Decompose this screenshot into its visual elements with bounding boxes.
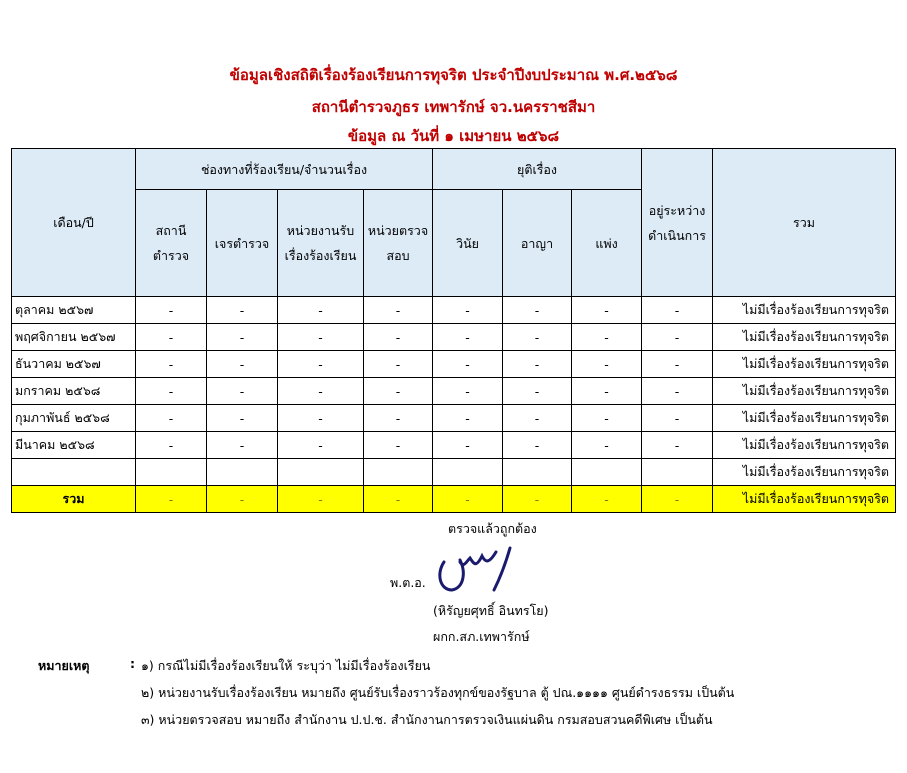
cell-discipline: -	[433, 297, 503, 324]
verified-text: ตรวจแล้วถูกต้อง	[448, 521, 537, 536]
cell-civil: -	[572, 324, 642, 351]
cell-criminal: -	[503, 324, 572, 351]
cell-police-station: -	[136, 351, 207, 378]
table-row	[12, 459, 896, 486]
cell-inspection-unit: -	[364, 324, 433, 351]
cell-civil: -	[572, 432, 642, 459]
cell-discipline: -	[433, 405, 503, 432]
sum-receiving-agency: -	[278, 486, 364, 513]
cell-discipline: -	[433, 432, 503, 459]
sum-criminal: -	[503, 486, 572, 513]
handwritten-signature	[430, 542, 550, 602]
sum-in-progress: -	[642, 486, 713, 513]
cell-receiving-agency: -	[278, 297, 364, 324]
cell-inspection-unit: -	[364, 378, 433, 405]
header-criminal: อาญา	[503, 190, 572, 297]
cell-criminal: -	[503, 432, 572, 459]
sum-row	[12, 486, 896, 513]
sum-civil: -	[572, 486, 642, 513]
report-subtitle-date: ข้อมูล ณ วันที่ ๑ เมษายน ๒๕๖๘	[347, 127, 560, 145]
table-row	[12, 297, 896, 324]
cell-inspection-unit	[364, 459, 433, 486]
note-item: ๒) หน่วยงานรับเรื่องร้องเรียน หมายถึง ศูนย์รับเรื่องราวร้องทุกข์ของรัฐบาล ตู้ ปณ.๑๑๑๑ ศูนย์ดำรงธรรม เป็นต้น	[141, 685, 735, 700]
sum-discipline: -	[433, 486, 503, 513]
cell-total: ไม่มีเรื่องร้องเรียนการทุจริต	[713, 459, 896, 486]
report-title: ข้อมูลเชิงสถิติเรื่องร้องเรียนการทุจริต ประจำปีงบประมาณ พ.ศ.๒๕๖๘	[229, 66, 678, 84]
row-month: พฤศจิกายน ๒๕๖๗	[12, 324, 136, 351]
cell-criminal	[503, 459, 572, 486]
cell-discipline: -	[433, 351, 503, 378]
row-month: ตุลาคม ๒๕๖๗	[12, 297, 136, 324]
note-item: ๓) หน่วยตรวจสอบ หมายถึง สำนักงาน ป.ป.ช. สำนักงานการตรวจเงินแผ่นดิน กรมสอบสวนคดีพิเศษ เป็นต้น	[141, 712, 713, 727]
header-month: เดือน/ปี	[12, 149, 136, 297]
header-resolved-group: ยุติเรื่อง	[433, 149, 642, 190]
cell-inspection-unit: -	[364, 432, 433, 459]
note-item: ๑) กรณีไม่มีเรื่องร้องเรียนให้ ระบุว่า ไม่มีเรื่องร้องเรียน	[141, 658, 431, 673]
table-row	[12, 405, 896, 432]
sum-inspection-unit: -	[364, 486, 433, 513]
header-police-station: สถานีตำรวจ	[136, 190, 207, 297]
cell-inspection-unit: -	[364, 351, 433, 378]
cell-police-officer	[207, 459, 278, 486]
header-inspection-unit: หน่วยตรวจสอบ	[364, 190, 433, 297]
signer-position: ผกก.สภ.เทพารักษ์	[433, 629, 530, 644]
cell-civil: -	[572, 297, 642, 324]
cell-criminal: -	[503, 405, 572, 432]
cell-police-station: -	[136, 324, 207, 351]
cell-criminal: -	[503, 351, 572, 378]
cell-civil: -	[572, 351, 642, 378]
cell-in-progress: -	[642, 297, 713, 324]
cell-total: ไม่มีเรื่องร้องเรียนการทุจริต	[713, 324, 896, 351]
cell-receiving-agency: -	[278, 432, 364, 459]
cell-police-officer: -	[207, 405, 278, 432]
row-month: กุมภาพันธ์ ๒๕๖๘	[12, 405, 136, 432]
cell-police-officer: -	[207, 351, 278, 378]
sum-total: ไม่มีเรื่องร้องเรียนการทุจริต	[713, 486, 896, 513]
report-subtitle-station: สถานีตำรวจภูธร เทพารักษ์ จว.นครราชสีมา	[311, 98, 596, 116]
complaint-statistics-table	[11, 148, 896, 513]
signer-name: (หิรัญยศุทธิ์ อินทรโย)	[433, 603, 549, 618]
cell-civil	[572, 459, 642, 486]
cell-civil: -	[572, 378, 642, 405]
header-civil: แพ่ง	[572, 190, 642, 297]
row-month: มกราคม ๒๕๖๘	[12, 378, 136, 405]
cell-police-station	[136, 459, 207, 486]
cell-criminal: -	[503, 378, 572, 405]
header-receiving-agency: หน่วยงานรับเรื่องร้องเรียน	[278, 190, 364, 297]
header-total: รวม	[713, 149, 896, 297]
cell-in-progress: -	[642, 378, 713, 405]
cell-in-progress: -	[642, 351, 713, 378]
cell-in-progress: -	[642, 324, 713, 351]
cell-police-officer: -	[207, 378, 278, 405]
signer-rank: พ.ต.อ.	[390, 575, 426, 590]
cell-total: ไม่มีเรื่องร้องเรียนการทุจริต	[713, 297, 896, 324]
row-month: ธันวาคม ๒๕๖๗	[12, 351, 136, 378]
cell-police-officer: -	[207, 432, 278, 459]
sum-label: รวม	[12, 486, 136, 513]
cell-in-progress	[642, 459, 713, 486]
notes-label: หมายเหตุ	[38, 658, 90, 673]
row-month	[12, 459, 136, 486]
cell-inspection-unit: -	[364, 405, 433, 432]
sum-police-officer: -	[207, 486, 278, 513]
cell-in-progress: -	[642, 432, 713, 459]
cell-receiving-agency: -	[278, 378, 364, 405]
table-row	[12, 432, 896, 459]
notes-colon: :	[130, 656, 135, 671]
row-month: มีนาคม ๒๕๖๘	[12, 432, 136, 459]
cell-inspection-unit: -	[364, 297, 433, 324]
header-police-officer: เจรตำรวจ	[207, 190, 278, 297]
cell-civil: -	[572, 405, 642, 432]
header-discipline: วินัย	[433, 190, 503, 297]
table-row	[12, 378, 896, 405]
cell-police-station: -	[136, 297, 207, 324]
cell-receiving-agency: -	[278, 405, 364, 432]
header-channel-group: ช่องทางที่ร้องเรียน/จำนวนเรื่อง	[136, 149, 433, 190]
cell-receiving-agency: -	[278, 324, 364, 351]
header-in-progress: อยู่ระหว่างดำเนินการ	[642, 149, 713, 297]
cell-total: ไม่มีเรื่องร้องเรียนการทุจริต	[713, 378, 896, 405]
cell-in-progress: -	[642, 405, 713, 432]
cell-police-station: -	[136, 432, 207, 459]
cell-total: ไม่มีเรื่องร้องเรียนการทุจริต	[713, 432, 896, 459]
cell-discipline: -	[433, 378, 503, 405]
cell-police-officer: -	[207, 297, 278, 324]
cell-receiving-agency	[278, 459, 364, 486]
cell-total: ไม่มีเรื่องร้องเรียนการทุจริต	[713, 405, 896, 432]
table-row	[12, 324, 896, 351]
cell-criminal: -	[503, 297, 572, 324]
cell-police-station: -	[136, 405, 207, 432]
cell-total: ไม่มีเรื่องร้องเรียนการทุจริต	[713, 351, 896, 378]
table-row	[12, 351, 896, 378]
cell-police-officer: -	[207, 324, 278, 351]
cell-discipline	[433, 459, 503, 486]
cell-receiving-agency: -	[278, 351, 364, 378]
cell-discipline: -	[433, 324, 503, 351]
cell-police-station: -	[136, 378, 207, 405]
sum-police-station: -	[136, 486, 207, 513]
